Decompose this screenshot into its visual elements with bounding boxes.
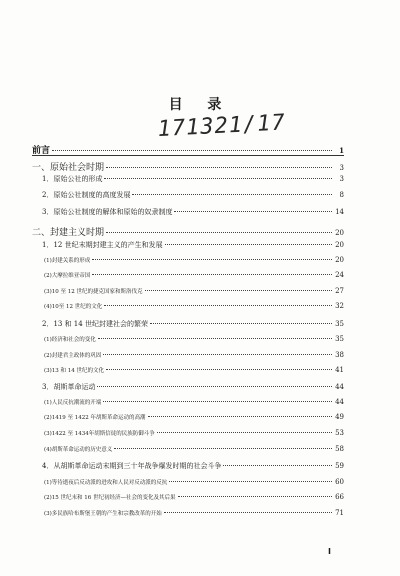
toc-entry-label: (4)胡斯革命运动的历史意义 — [44, 447, 113, 453]
dot-leader — [165, 244, 332, 245]
toc-entry-label: (3)10 至 12 世纪的捷克国家和斯洛伐克 — [44, 289, 143, 295]
dot-leader — [223, 465, 332, 466]
toc-entry-page: 27 — [335, 287, 344, 295]
dot-leader — [106, 369, 332, 370]
toc-entry-page: 35 — [335, 320, 344, 328]
toc-entry-label: (1)经济和社会的变化 — [44, 337, 96, 343]
toc-entry-page: 32 — [335, 302, 344, 310]
toc-entry[interactable] — [32, 160, 344, 173]
toc-entry-page: 3 — [339, 164, 344, 172]
toc-entry[interactable] — [42, 319, 344, 329]
dot-leader — [174, 211, 332, 212]
toc-entry-page: 20 — [335, 229, 344, 237]
toc-entry-label: 4．从胡斯革命运动末期到三十年战争爆发时期的社会斗争 — [42, 462, 222, 470]
toc-entry[interactable] — [44, 478, 344, 486]
dot-leader — [148, 416, 332, 417]
dot-leader — [178, 496, 332, 497]
dot-leader — [104, 178, 332, 179]
toc-entry[interactable] — [42, 240, 344, 250]
dot-leader — [132, 194, 332, 195]
toc-entry-page: 44 — [335, 383, 344, 391]
toc-entry-label: 2．13 和 14 世纪封建社会的繁荣 — [42, 320, 148, 328]
dot-leader — [92, 259, 332, 260]
toc-entry-page: 24 — [335, 271, 344, 279]
toc-entry-page: 71 — [335, 509, 344, 517]
toc-entry-page: 1 — [339, 146, 344, 155]
toc-entry-label: (2)大摩拉维亚帝国 — [44, 273, 91, 279]
dot-leader — [164, 512, 332, 513]
toc-entry-label: 3．胡斯革命运动 — [42, 383, 96, 391]
toc-entry[interactable] — [42, 190, 344, 200]
toc-entry[interactable] — [42, 174, 344, 184]
toc-entry-label: 1．原始公社的形成 — [42, 175, 103, 183]
toc-entry-label: 3．原始公社制度的解体和原始的奴隶制度 — [42, 208, 173, 216]
toc-entry-page: 59 — [335, 462, 344, 470]
dot-leader — [92, 274, 332, 275]
dot-leader — [103, 401, 332, 402]
toc-entry-page: 3 — [339, 175, 344, 183]
toc-entry[interactable] — [44, 398, 344, 406]
toc-entry[interactable] — [32, 143, 344, 156]
page-footer-mark: I — [328, 547, 331, 556]
toc-entry-label: (2)1419 至 1422 年胡斯革命运动的高潮 — [44, 415, 146, 421]
toc-entry-label: (2)15 世纪末和 16 世纪初经济—社会的变化及其后果 — [44, 495, 176, 501]
dot-leader — [106, 167, 332, 168]
toc-entry[interactable] — [44, 493, 344, 501]
toc-entry-page: 20 — [335, 256, 344, 264]
toc-entry[interactable] — [44, 366, 344, 374]
toc-entry[interactable] — [44, 302, 344, 310]
dot-leader — [106, 232, 332, 233]
toc-entry[interactable] — [32, 225, 344, 238]
dot-leader — [98, 338, 332, 339]
dot-leader — [103, 354, 332, 355]
toc-entry-page: 38 — [335, 351, 344, 359]
page-title: 目 录 — [168, 97, 232, 113]
toc-entry[interactable] — [44, 429, 344, 437]
dot-leader — [145, 290, 332, 291]
toc-entry-page: 49 — [335, 413, 344, 421]
toc-entry-label: 1．12 世纪末期封建主义的产生和发展 — [42, 241, 163, 249]
toc-entry-label: (2)封建君主政体的巩固 — [44, 353, 102, 359]
toc-entry[interactable] — [42, 382, 344, 392]
toc-entry-page: 8 — [339, 191, 344, 199]
handwritten-call-number: 171321/17 — [156, 110, 287, 143]
toc-entry[interactable] — [44, 351, 344, 359]
toc-entry-page: 60 — [335, 478, 344, 486]
dot-leader — [52, 150, 332, 151]
dot-leader — [97, 386, 332, 387]
toc-entry-label: (1)人民反抗潮流的开端 — [44, 400, 102, 406]
toc-entry-label: (1)等待逝夜后反动派的进攻和人民对反动派的反抗 — [44, 480, 168, 486]
dot-leader — [104, 305, 332, 306]
dot-leader — [157, 432, 332, 433]
toc-entry[interactable] — [42, 461, 344, 471]
toc-entry[interactable] — [42, 207, 344, 217]
toc-entry-label: 前言 — [32, 146, 51, 156]
toc-entry[interactable] — [44, 287, 344, 295]
toc-entry-label: 2．原始公社制度的高度发展 — [42, 191, 131, 199]
toc-entry-label: (3)1422 至 1434年胡斯信徒的民族防御斗争 — [44, 431, 155, 437]
toc-entry-label: 二、封建主义时期 — [32, 228, 105, 238]
toc-entry-label: (4)10至 12 世纪的文化 — [44, 304, 103, 310]
toc-entry[interactable] — [44, 335, 344, 343]
toc-entry[interactable] — [44, 413, 344, 421]
toc-entry-page: 66 — [335, 493, 344, 501]
toc-entry[interactable] — [44, 256, 344, 264]
toc-entry-page: 20 — [335, 241, 344, 249]
toc-entry-page: 53 — [335, 429, 344, 437]
toc-entry-page: 14 — [335, 208, 344, 216]
toc-entry-label: 一、原始社会时期 — [32, 163, 105, 173]
dot-leader — [169, 481, 332, 482]
dot-leader — [150, 323, 332, 324]
toc-entry-page: 44 — [335, 398, 344, 406]
toc-entry-page: 58 — [335, 445, 344, 453]
toc-entry-label: (1)封建关系的形成 — [44, 258, 91, 264]
toc-entry-page: 41 — [335, 366, 344, 374]
toc-entry[interactable] — [44, 509, 344, 517]
dot-leader — [114, 448, 332, 449]
toc-entry[interactable] — [44, 271, 344, 279]
toc-entry[interactable] — [44, 445, 344, 453]
toc-entry-label: (3)多民族哈布斯堡王朝的产生和宗教改革的开始 — [44, 511, 162, 517]
toc-entry-page: 35 — [335, 335, 344, 343]
toc-entry-label: (3)13 和 14 世纪的文化 — [44, 368, 105, 374]
